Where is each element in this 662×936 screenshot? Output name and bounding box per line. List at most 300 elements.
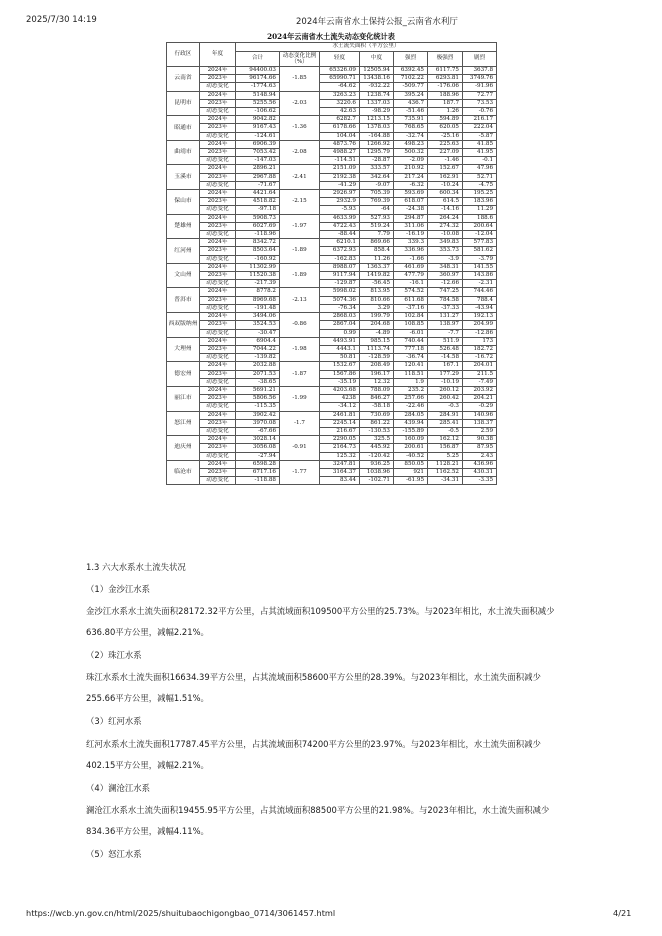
- very-intense-cell: -12.66: [428, 280, 463, 288]
- severe-cell: 581.62: [463, 247, 497, 255]
- table-row: [167, 378, 497, 386]
- mild-cell: 3247.81: [320, 460, 360, 468]
- year-cell: 2024年: [200, 239, 236, 247]
- subsection-title-jinsha: （1）金沙江水系: [86, 584, 150, 594]
- severe-cell: -12.86: [463, 329, 497, 337]
- year-cell: 2023年: [200, 149, 236, 157]
- mild-cell: 4722.43: [320, 222, 360, 230]
- total-cell: -147.03: [236, 157, 280, 165]
- total-cell: -118.96: [236, 231, 280, 239]
- severe-cell: -7.49: [463, 378, 497, 386]
- moderate-cell: 788.09: [360, 386, 394, 394]
- header-group: 水土流失面积（平方公里）: [236, 43, 497, 52]
- total-cell: -160.92: [236, 255, 280, 263]
- table-row: [167, 280, 497, 288]
- total-cell: 8503.64: [236, 247, 280, 255]
- change-ratio-cell: -2.13: [280, 288, 320, 313]
- very-intense-cell: 138.97: [428, 321, 463, 329]
- severe-cell: 2.43: [463, 452, 497, 460]
- table-row: [167, 214, 497, 222]
- year-cell: 2023年: [200, 468, 236, 476]
- change-ratio-cell: -1.77: [280, 460, 320, 485]
- very-intense-cell: 187.7: [428, 99, 463, 107]
- table-row: [167, 116, 497, 124]
- severe-cell: -2.31: [463, 280, 497, 288]
- subsection-title-honghe: （3）红河水系: [86, 716, 142, 726]
- total-cell: -217.39: [236, 280, 280, 288]
- mild-cell: 2932.9: [320, 198, 360, 206]
- intense-cell: 777.18: [394, 345, 428, 353]
- table-row: [167, 157, 497, 165]
- mild-cell: -35.19: [320, 378, 360, 386]
- mild-cell: -162.83: [320, 255, 360, 263]
- intense-cell: 921: [394, 468, 428, 476]
- very-intense-cell: 747.25: [428, 288, 463, 296]
- table-row: [167, 190, 497, 198]
- intense-cell: 618.07: [394, 198, 428, 206]
- table-row: [167, 206, 497, 214]
- header-change-ratio: 动态变化比例（%）: [280, 52, 320, 67]
- intense-cell: 593.69: [394, 190, 428, 198]
- header-moderate: 中度: [360, 52, 394, 67]
- mild-cell: 2867.04: [320, 321, 360, 329]
- moderate-cell: 445.92: [360, 444, 394, 452]
- region-cell: 丽江市: [167, 386, 200, 411]
- severe-cell: 3749.76: [463, 75, 497, 83]
- severe-cell: -91.96: [463, 83, 497, 91]
- intense-cell: -24.38: [394, 206, 428, 214]
- severe-cell: 182.72: [463, 345, 497, 353]
- year-cell: 2023年: [200, 370, 236, 378]
- very-intense-cell: 784.58: [428, 296, 463, 304]
- moderate-cell: 1238.74: [360, 91, 394, 99]
- year-cell: 动态变化: [200, 427, 236, 435]
- mild-cell: 2290.05: [320, 436, 360, 444]
- total-cell: 6027.69: [236, 222, 280, 230]
- moderate-cell: -128.59: [360, 354, 394, 362]
- mild-cell: 4443.1: [320, 345, 360, 353]
- total-cell: 7044.22: [236, 345, 280, 353]
- moderate-cell: 858.4: [360, 247, 394, 255]
- severe-cell: -16.72: [463, 354, 497, 362]
- table-row: [167, 140, 497, 148]
- severe-cell: -3.79: [463, 255, 497, 263]
- very-intense-cell: 614.5: [428, 198, 463, 206]
- change-ratio-cell: -0.91: [280, 436, 320, 461]
- severe-cell: 188.6: [463, 214, 497, 222]
- moderate-cell: 1363.37: [360, 263, 394, 271]
- table-row: [167, 329, 497, 337]
- intense-cell: 439.94: [394, 419, 428, 427]
- severe-cell: 52.71: [463, 173, 497, 181]
- change-ratio-cell: -2.15: [280, 190, 320, 215]
- year-cell: 动态变化: [200, 108, 236, 116]
- severe-cell: 744.46: [463, 288, 497, 296]
- total-cell: -30.47: [236, 329, 280, 337]
- severe-cell: 211.5: [463, 370, 497, 378]
- paragraph-zhujiang-line1: 珠江水系水土流失面积16634.39平方公里，占其流域面积58600平方公里的28.39%。与2023年相比，水土流失面积减少: [86, 672, 541, 682]
- mild-cell: 1532.67: [320, 362, 360, 370]
- year-cell: 动态变化: [200, 206, 236, 214]
- very-intense-cell: 600.34: [428, 190, 463, 198]
- table-row: [167, 370, 497, 378]
- total-cell: 3028.14: [236, 436, 280, 444]
- total-cell: -118.88: [236, 477, 280, 485]
- mild-cell: 5998.02: [320, 288, 360, 296]
- severe-cell: 222.04: [463, 124, 497, 132]
- mild-cell: 2461.81: [320, 411, 360, 419]
- intense-cell: -16.1: [394, 280, 428, 288]
- moderate-cell: 730.69: [360, 411, 394, 419]
- moderate-cell: 527.93: [360, 214, 394, 222]
- severe-cell: 3637.8: [463, 67, 497, 75]
- year-cell: 2023年: [200, 247, 236, 255]
- year-cell: 2024年: [200, 140, 236, 148]
- very-intense-cell: -37.33: [428, 304, 463, 312]
- page-title: 2024年云南省水土保持公报_云南省水利厅: [296, 17, 458, 27]
- paragraph-honghe-line1: 红河水系水土流失面积17787.45平方公里，占其流域面积74200平方公里的23.97%。与2023年相比，水土流失面积减少: [86, 739, 541, 749]
- very-intense-cell: -14.58: [428, 354, 463, 362]
- header-severe: 剧烈: [463, 52, 497, 67]
- intense-cell: 500.32: [394, 149, 428, 157]
- severe-cell: 183.96: [463, 198, 497, 206]
- year-cell: 2024年: [200, 386, 236, 394]
- moderate-cell: 519.24: [360, 222, 394, 230]
- total-cell: 6904.4: [236, 337, 280, 345]
- very-intense-cell: 284.91: [428, 411, 463, 419]
- intense-cell: 102.84: [394, 313, 428, 321]
- mild-cell: 3263.23: [320, 91, 360, 99]
- severe-cell: 203.92: [463, 386, 497, 394]
- total-cell: 8969.68: [236, 296, 280, 304]
- table-row: [167, 304, 497, 312]
- intense-cell: 339.3: [394, 239, 428, 247]
- intense-cell: 395.24: [394, 91, 428, 99]
- moderate-cell: 12505.94: [360, 67, 394, 75]
- total-cell: 6906.39: [236, 140, 280, 148]
- year-cell: 2024年: [200, 214, 236, 222]
- severe-cell: 141.55: [463, 263, 497, 271]
- year-cell: 2023年: [200, 395, 236, 403]
- intense-cell: 210.92: [394, 165, 428, 173]
- intense-cell: 284.05: [394, 411, 428, 419]
- severe-cell: 788.4: [463, 296, 497, 304]
- intense-cell: 217.24: [394, 173, 428, 181]
- total-cell: 9167.43: [236, 124, 280, 132]
- mild-cell: 6282.7: [320, 116, 360, 124]
- total-cell: 3902.42: [236, 411, 280, 419]
- total-cell: 2032.88: [236, 362, 280, 370]
- header-intense: 强烈: [394, 52, 428, 67]
- severe-cell: 216.17: [463, 116, 497, 124]
- total-cell: 6717.16: [236, 468, 280, 476]
- table-row: [167, 354, 497, 362]
- table-row: [167, 247, 497, 255]
- year-cell: 2023年: [200, 296, 236, 304]
- mild-cell: 4493.91: [320, 337, 360, 345]
- intense-cell: 740.44: [394, 337, 428, 345]
- table-row: [167, 99, 497, 107]
- intense-cell: -36.74: [394, 354, 428, 362]
- mild-cell: 65990.71: [320, 75, 360, 83]
- header-total: 合计: [236, 52, 280, 67]
- intense-cell: -155.89: [394, 427, 428, 435]
- year-cell: 2024年: [200, 288, 236, 296]
- moderate-cell: -120.42: [360, 452, 394, 460]
- intense-cell: -16.19: [394, 231, 428, 239]
- total-cell: 11302.99: [236, 263, 280, 271]
- severe-cell: -43.94: [463, 304, 497, 312]
- table-row: [167, 239, 497, 247]
- table-row: [167, 444, 497, 452]
- year-cell: 动态变化: [200, 231, 236, 239]
- severe-cell: 436.96: [463, 460, 497, 468]
- total-cell: 8342.72: [236, 239, 280, 247]
- year-cell: 2024年: [200, 362, 236, 370]
- moderate-cell: -4.89: [360, 329, 394, 337]
- year-cell: 2023年: [200, 222, 236, 230]
- very-intense-cell: 188.96: [428, 91, 463, 99]
- total-cell: -191.48: [236, 304, 280, 312]
- moderate-cell: 1337.03: [360, 99, 394, 107]
- intense-cell: 257.66: [394, 395, 428, 403]
- moderate-cell: 869.66: [360, 239, 394, 247]
- mild-cell: 1567.86: [320, 370, 360, 378]
- mild-cell: 83.44: [320, 477, 360, 485]
- year-cell: 动态变化: [200, 304, 236, 312]
- year-cell: 2023年: [200, 99, 236, 107]
- table-row: [167, 255, 497, 263]
- table-row: [167, 460, 497, 468]
- table-title: 2024年云南省水土流失动态变化统计表: [267, 32, 395, 41]
- table-row: [167, 75, 497, 83]
- section-heading: 1.3 六大水系水土流失状况: [86, 562, 186, 572]
- moderate-cell: 333.57: [360, 165, 394, 173]
- header-year: 年度: [200, 43, 236, 67]
- header-very-intense: 极强烈: [428, 52, 463, 67]
- subsection-title-zhujiang: （2）珠江水系: [86, 650, 142, 660]
- mild-cell: -129.87: [320, 280, 360, 288]
- moderate-cell: 1113.74: [360, 345, 394, 353]
- year-cell: 2024年: [200, 411, 236, 419]
- moderate-cell: 3.29: [360, 304, 394, 312]
- total-cell: -115.35: [236, 403, 280, 411]
- table-row: [167, 395, 497, 403]
- year-cell: 动态变化: [200, 181, 236, 189]
- table-row: [167, 231, 497, 239]
- year-cell: 2024年: [200, 116, 236, 124]
- total-cell: 5806.56: [236, 395, 280, 403]
- year-cell: 2023年: [200, 124, 236, 132]
- moderate-cell: 13438.16: [360, 75, 394, 83]
- table-row: [167, 149, 497, 157]
- year-cell: 动态变化: [200, 83, 236, 91]
- total-cell: 3494.06: [236, 313, 280, 321]
- very-intense-cell: -0.5: [428, 427, 463, 435]
- paragraph-jinsha-line1: 金沙江水系水土流失面积28172.32平方公里，占其流域面积109500平方公里的25.73%。与2023年相比，水土流失面积减少: [86, 606, 555, 616]
- mild-cell: -88.44: [320, 231, 360, 239]
- total-cell: 2071.53: [236, 370, 280, 378]
- very-intense-cell: 349.83: [428, 239, 463, 247]
- year-cell: 2023年: [200, 272, 236, 280]
- severe-cell: -0.29: [463, 403, 497, 411]
- table-row: [167, 91, 497, 99]
- severe-cell: -3.35: [463, 477, 497, 485]
- intense-cell: 574.52: [394, 288, 428, 296]
- intense-cell: 6392.45: [394, 67, 428, 75]
- mild-cell: 65326.09: [320, 67, 360, 75]
- total-cell: -71.67: [236, 181, 280, 189]
- very-intense-cell: -176.06: [428, 83, 463, 91]
- moderate-cell: 813.95: [360, 288, 394, 296]
- moderate-cell: 11.26: [360, 255, 394, 263]
- mild-cell: -41.29: [320, 181, 360, 189]
- total-cell: -124.61: [236, 132, 280, 140]
- intense-cell: -37.16: [394, 304, 428, 312]
- moderate-cell: 936.25: [360, 460, 394, 468]
- table-row: [167, 313, 497, 321]
- intense-cell: 108.85: [394, 321, 428, 329]
- mild-cell: 3164.37: [320, 468, 360, 476]
- mild-cell: 2245.14: [320, 419, 360, 427]
- total-cell: 4518.82: [236, 198, 280, 206]
- mild-cell: 2164.73: [320, 444, 360, 452]
- total-cell: 5148.94: [236, 91, 280, 99]
- total-cell: 6598.28: [236, 460, 280, 468]
- year-cell: 2024年: [200, 190, 236, 198]
- change-ratio-cell: -1.98: [280, 337, 320, 362]
- intense-cell: 461.69: [394, 263, 428, 271]
- region-cell: 西双版纳州: [167, 313, 200, 338]
- mild-cell: 3220.6: [320, 99, 360, 107]
- total-cell: 4421.64: [236, 190, 280, 198]
- severe-cell: 173: [463, 337, 497, 345]
- year-cell: 2023年: [200, 345, 236, 353]
- moderate-cell: -9.07: [360, 181, 394, 189]
- intense-cell: 611.68: [394, 296, 428, 304]
- moderate-cell: 810.66: [360, 296, 394, 304]
- intense-cell: -1.66: [394, 255, 428, 263]
- severe-cell: -0.1: [463, 157, 497, 165]
- moderate-cell: 199.79: [360, 313, 394, 321]
- moderate-cell: 1038.96: [360, 468, 394, 476]
- intense-cell: -40.52: [394, 452, 428, 460]
- moderate-cell: 769.39: [360, 198, 394, 206]
- total-cell: -38.65: [236, 378, 280, 386]
- moderate-cell: -64: [360, 206, 394, 214]
- table-row: [167, 477, 497, 485]
- subsection-title-lancang: （4）澜沧江水系: [86, 783, 150, 793]
- severe-cell: 430.31: [463, 468, 497, 476]
- total-cell: 3970.08: [236, 419, 280, 427]
- year-cell: 2024年: [200, 436, 236, 444]
- change-ratio-cell: -1.36: [280, 116, 320, 141]
- region-cell: 曲靖市: [167, 140, 200, 165]
- table-row: [167, 181, 497, 189]
- moderate-cell: 325.5: [360, 436, 394, 444]
- very-intense-cell: 1162.52: [428, 468, 463, 476]
- intense-cell: -61.95: [394, 477, 428, 485]
- moderate-cell: -102.71: [360, 477, 394, 485]
- intense-cell: -6.01: [394, 329, 428, 337]
- very-intense-cell: 5.25: [428, 452, 463, 460]
- region-cell: 昭通市: [167, 116, 200, 141]
- year-cell: 动态变化: [200, 329, 236, 337]
- moderate-cell: -130.53: [360, 427, 394, 435]
- severe-cell: 72.77: [463, 91, 497, 99]
- moderate-cell: 705.39: [360, 190, 394, 198]
- region-cell: 楚雄州: [167, 214, 200, 239]
- mild-cell: 6372.93: [320, 247, 360, 255]
- table-row: [167, 296, 497, 304]
- moderate-cell: 7.79: [360, 231, 394, 239]
- very-intense-cell: 156.87: [428, 444, 463, 452]
- moderate-cell: 204.68: [360, 321, 394, 329]
- year-cell: 2024年: [200, 165, 236, 173]
- print-datetime: 2025/7/30 14:19: [26, 15, 97, 25]
- moderate-cell: -98.29: [360, 108, 394, 116]
- table-row: [167, 132, 497, 140]
- very-intense-cell: 260.12: [428, 386, 463, 394]
- footer-url[interactable]: https://wcb.yn.gov.cn/html/2025/shuitubaochigongbao_0714/3061457.html: [26, 908, 336, 918]
- table-row: [167, 108, 497, 116]
- region-cell: 德宏州: [167, 362, 200, 387]
- table-row: [167, 468, 497, 476]
- table-row: [167, 452, 497, 460]
- change-ratio-cell: -0.86: [280, 313, 320, 338]
- total-cell: 9042.82: [236, 116, 280, 124]
- intense-cell: 294.87: [394, 214, 428, 222]
- very-intense-cell: -10.19: [428, 378, 463, 386]
- mild-cell: 4633.99: [320, 214, 360, 222]
- severe-cell: 143.86: [463, 272, 497, 280]
- very-intense-cell: 162.12: [428, 436, 463, 444]
- table-body: [167, 67, 497, 485]
- intense-cell: -509.77: [394, 83, 428, 91]
- year-cell: 动态变化: [200, 403, 236, 411]
- total-cell: 11520.38: [236, 272, 280, 280]
- mild-cell: 4988.27: [320, 149, 360, 157]
- intense-cell: 436.7: [394, 99, 428, 107]
- intense-cell: -6.32: [394, 181, 428, 189]
- severe-cell: 577.83: [463, 239, 497, 247]
- table-row: [167, 419, 497, 427]
- change-ratio-cell: -2.41: [280, 165, 320, 190]
- moderate-cell: 1378.03: [360, 124, 394, 132]
- mild-cell: 2192.38: [320, 173, 360, 181]
- total-cell: 7053.42: [236, 149, 280, 157]
- total-cell: -106.62: [236, 108, 280, 116]
- very-intense-cell: 511.9: [428, 337, 463, 345]
- year-cell: 2023年: [200, 75, 236, 83]
- very-intense-cell: -14.16: [428, 206, 463, 214]
- moderate-cell: -932.22: [360, 83, 394, 91]
- very-intense-cell: 620.05: [428, 124, 463, 132]
- region-cell: 普洱市: [167, 288, 200, 313]
- mild-cell: 6178.66: [320, 124, 360, 132]
- very-intense-cell: -34.31: [428, 477, 463, 485]
- very-intense-cell: 348.31: [428, 263, 463, 271]
- moderate-cell: 208.49: [360, 362, 394, 370]
- mild-cell: 42.63: [320, 108, 360, 116]
- severe-cell: -0.76: [463, 108, 497, 116]
- moderate-cell: 1295.79: [360, 149, 394, 157]
- severe-cell: 204.99: [463, 321, 497, 329]
- mild-cell: 2926.97: [320, 190, 360, 198]
- table-row: [167, 263, 497, 271]
- very-intense-cell: 152.67: [428, 165, 463, 173]
- severe-cell: 2.59: [463, 427, 497, 435]
